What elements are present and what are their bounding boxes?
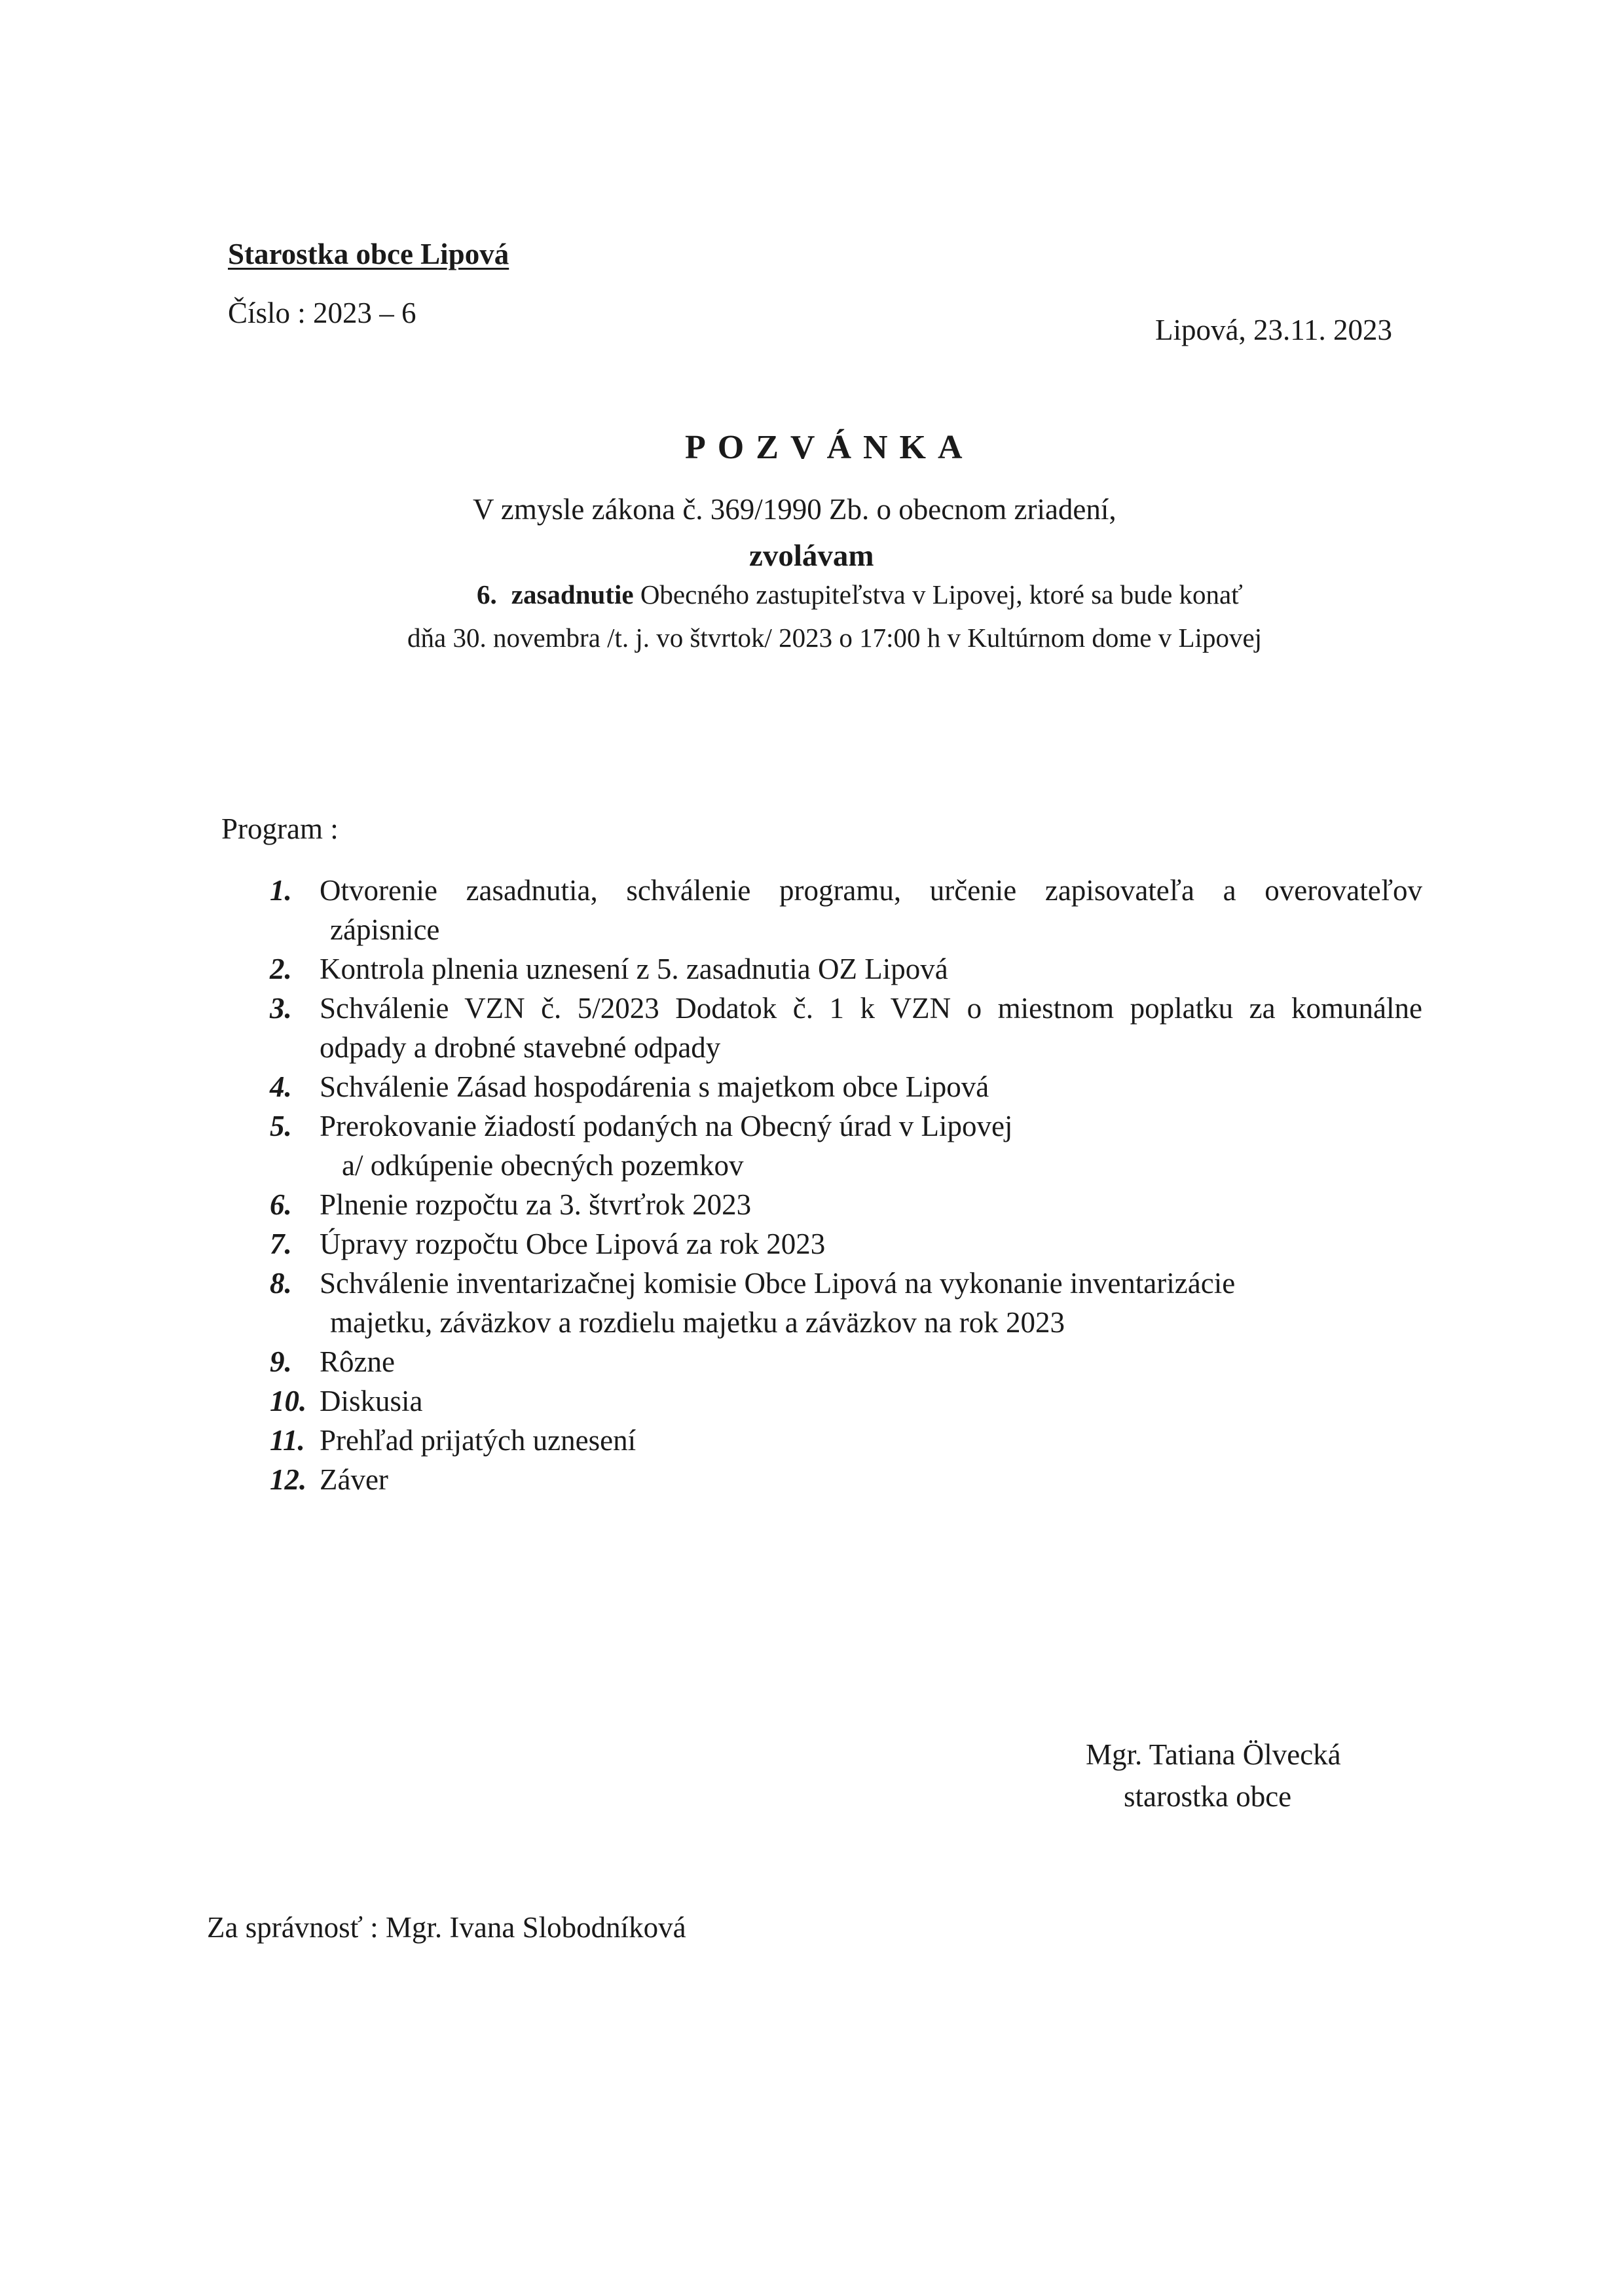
agenda-item	[270, 1224, 1422, 1264]
agenda-item	[270, 1460, 1422, 1499]
agenda-item-number: 12.	[270, 1463, 307, 1496]
agenda-item	[270, 1067, 1422, 1106]
agenda-item-number: 2.	[270, 953, 292, 985]
agenda-item-number: 9.	[270, 1345, 292, 1378]
agenda-item-text: Prerokovanie žiadostí podaných na Obecný úrad v Lipovej	[320, 1110, 1013, 1142]
meeting-keyword: zasadnutie	[511, 579, 634, 610]
agenda-item-text: Diskusia	[320, 1385, 423, 1417]
program-label: Program :	[221, 812, 339, 845]
agenda-item-continuation: majetku, záväzkov a rozdielu majetku a záväzkov na rok 2023	[330, 1306, 1065, 1339]
agenda-item-number: 1.	[270, 874, 292, 907]
agenda-item-number: 6.	[270, 1188, 292, 1221]
agenda-item	[270, 1185, 1422, 1224]
agenda-list	[270, 871, 1422, 1499]
agenda-item-text: Schválenie VZN č. 5/2023 Dodatok č. 1 k VZN o miestnom poplatku za komunálne	[320, 992, 1422, 1025]
agenda-item-continuation: zápisnice	[330, 913, 440, 946]
meeting-line-2: dňa 30. novembra /t. j. vo štvrtok/ 2023 o 17:00 h v Kultúrnom dome v Lipovej	[407, 623, 1263, 653]
agenda-item-text: Kontrola plnenia uznesení z 5. zasadnutia OZ Lipová	[320, 953, 948, 985]
agenda-item-number: 5.	[270, 1110, 292, 1142]
verification-line: Za správnosť : Mgr. Ivana Slobodníková	[207, 1911, 686, 1944]
agenda-item-text: Prehľad prijatých uznesení	[320, 1424, 637, 1457]
legal-basis: V zmysle zákona č. 369/1990 Zb. o obecnom zriadení,	[473, 493, 1116, 526]
agenda-item-text: Rôzne	[320, 1345, 395, 1378]
agenda-item	[270, 949, 1422, 989]
issuing-authority: Starostka obce Lipová	[228, 238, 509, 270]
convene-verb: zvolávam	[749, 539, 874, 573]
meeting-line-1-rest: Obecného zastupiteľstva v Lipovej, ktoré sa bude konať	[633, 579, 1243, 610]
agenda-item	[270, 1106, 1422, 1185]
agenda-item-continuation: odpady a drobné stavebné odpady	[320, 1031, 721, 1064]
agenda-item	[270, 1342, 1422, 1381]
signer-name: Mgr. Tatiana Ölvecká	[1086, 1738, 1341, 1771]
agenda-item-text: Plnenie rozpočtu za 3. štvrťrok 2023	[320, 1188, 752, 1221]
agenda-item-number: 4.	[270, 1070, 292, 1103]
agenda-item-number: 11.	[270, 1424, 305, 1457]
agenda-item-continuation: a/ odkúpenie obecných pozemkov	[342, 1149, 744, 1182]
meeting-line-1	[477, 579, 1243, 610]
meeting-number: 6.	[477, 579, 497, 610]
document-title: POZVÁNKA	[685, 429, 974, 466]
agenda-item	[270, 871, 1422, 949]
signer-role: starostka obce	[1124, 1780, 1292, 1813]
place-and-date: Lipová, 23.11. 2023	[1155, 314, 1393, 346]
agenda-item-number: 7.	[270, 1228, 292, 1260]
agenda-item-text: Otvorenie zasadnutia, schválenie programu, určenie zapisovateľa a overovateľov	[320, 874, 1422, 907]
agenda-item-text: Úpravy rozpočtu Obce Lipová za rok 2023	[320, 1228, 826, 1260]
agenda-item-number: 3.	[270, 992, 292, 1025]
agenda-item	[270, 1381, 1422, 1421]
agenda-item-text: Schválenie Zásad hospodárenia s majetkom obce Lipová	[320, 1070, 989, 1103]
document-number: Číslo : 2023 – 6	[228, 297, 416, 329]
agenda-item-text: Záver	[320, 1463, 388, 1496]
agenda-item	[270, 989, 1422, 1067]
agenda-item-number: 8.	[270, 1267, 292, 1300]
agenda-item-number: 10.	[270, 1385, 307, 1417]
agenda-item	[270, 1264, 1422, 1342]
agenda-item	[270, 1421, 1422, 1460]
agenda-item-text: Schválenie inventarizačnej komisie Obce Lipová na vykonanie inventarizácie	[320, 1267, 1236, 1300]
